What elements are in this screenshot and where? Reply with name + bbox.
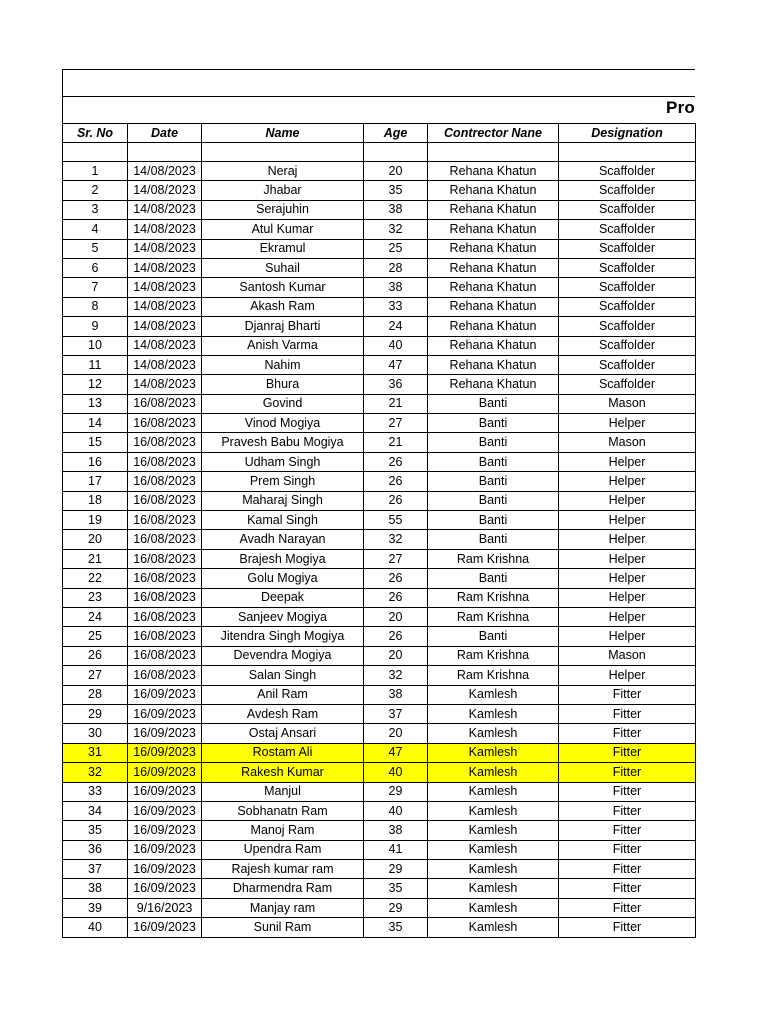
cell-contractor[interactable]: Banti [428, 394, 559, 413]
cell-date[interactable]: 14/08/2023 [128, 239, 202, 258]
cell-contractor[interactable]: Banti [428, 452, 559, 471]
cell-date[interactable]: 16/09/2023 [128, 801, 202, 820]
table-row [63, 355, 696, 374]
cell-contractor[interactable]: Kamlesh [428, 724, 559, 743]
table-row [63, 588, 696, 607]
table-row [63, 549, 696, 568]
cell-contractor[interactable]: Kamlesh [428, 821, 559, 840]
cell-date[interactable]: 16/08/2023 [128, 588, 202, 607]
table-row [63, 530, 696, 549]
cell-name[interactable]: Govind [202, 394, 364, 413]
cell-date[interactable]: 16/09/2023 [128, 763, 202, 782]
table-cell[interactable] [364, 143, 428, 162]
cell-age[interactable]: 26 [364, 588, 428, 607]
cell-contractor[interactable]: Banti [428, 491, 559, 510]
cell-designation[interactable]: Fitter [559, 840, 696, 859]
cell-date[interactable]: 16/08/2023 [128, 627, 202, 646]
cell-name[interactable]: Anish Varma [202, 336, 364, 355]
table-row [63, 239, 696, 258]
cell-date[interactable]: 16/08/2023 [128, 414, 202, 433]
cell-age[interactable]: 20 [364, 162, 428, 181]
cell-designation[interactable]: Scaffolder [559, 375, 696, 394]
cell-srno[interactable]: 30 [63, 724, 128, 743]
cell-age[interactable]: 32 [364, 530, 428, 549]
cell-age[interactable]: 21 [364, 433, 428, 452]
cell-contractor[interactable]: Rehana Khatun [428, 239, 559, 258]
cell-designation[interactable]: Helper [559, 511, 696, 530]
cell-designation[interactable]: Fitter [559, 801, 696, 820]
cell-age[interactable]: 38 [364, 200, 428, 219]
cell-contractor[interactable]: Rehana Khatun [428, 317, 559, 336]
cell-date[interactable]: 16/09/2023 [128, 704, 202, 723]
cell-srno[interactable]: 12 [63, 375, 128, 394]
cell-srno[interactable]: 13 [63, 394, 128, 413]
table-row [63, 627, 696, 646]
table-row [63, 472, 696, 491]
cell-name[interactable]: Serajuhin [202, 200, 364, 219]
cell-name[interactable]: Avadh Narayan [202, 530, 364, 549]
cell-name[interactable]: Manjul [202, 782, 364, 801]
cell-name[interactable]: Jitendra Singh Mogiya [202, 627, 364, 646]
table-row [63, 879, 696, 898]
cell-date[interactable]: 16/08/2023 [128, 433, 202, 452]
cell-contractor[interactable]: Rehana Khatun [428, 355, 559, 374]
table-row [63, 918, 696, 937]
cell-srno[interactable]: 8 [63, 297, 128, 316]
cell-name[interactable]: Jhabar [202, 181, 364, 200]
cell-age[interactable]: 20 [364, 607, 428, 626]
cell-designation[interactable]: Scaffolder [559, 297, 696, 316]
cell-contractor[interactable]: Kamlesh [428, 918, 559, 937]
table-cell[interactable] [428, 143, 559, 162]
table-row [63, 220, 696, 239]
table-row [63, 782, 696, 801]
cell-contractor[interactable]: Kamlesh [428, 704, 559, 723]
cell-srno[interactable]: 10 [63, 336, 128, 355]
cell-contractor[interactable]: Ram Krishna [428, 549, 559, 568]
cell-designation[interactable]: Scaffolder [559, 336, 696, 355]
table-cell[interactable] [63, 143, 128, 162]
table-row [63, 317, 696, 336]
table-cell[interactable] [128, 143, 202, 162]
header-srno[interactable]: Sr. No [63, 124, 128, 143]
table-row [63, 278, 696, 297]
cell-contractor[interactable]: Rehana Khatun [428, 220, 559, 239]
blank-row [63, 143, 696, 162]
cell-date[interactable]: 16/08/2023 [128, 569, 202, 588]
cell-date[interactable]: 16/08/2023 [128, 511, 202, 530]
cell-name[interactable]: Ostaj Ansari [202, 724, 364, 743]
cell-designation[interactable]: Scaffolder [559, 278, 696, 297]
cell-contractor[interactable]: Banti [428, 530, 559, 549]
cell-srno[interactable]: 7 [63, 278, 128, 297]
cell-date[interactable]: 16/08/2023 [128, 666, 202, 685]
cell-date[interactable]: 14/08/2023 [128, 200, 202, 219]
cell-age[interactable]: 20 [364, 646, 428, 665]
cell-srno[interactable]: 37 [63, 860, 128, 879]
cell-contractor[interactable]: Banti [428, 414, 559, 433]
cell-date[interactable]: 16/09/2023 [128, 743, 202, 762]
cell-name[interactable]: Prem Singh [202, 472, 364, 491]
cell-age[interactable]: 27 [364, 549, 428, 568]
table-row [63, 452, 696, 471]
cell-age[interactable]: 26 [364, 452, 428, 471]
cell-srno[interactable]: 39 [63, 898, 128, 917]
cell-age[interactable]: 28 [364, 258, 428, 277]
cell-name[interactable]: Vinod Mogiya [202, 414, 364, 433]
cell-contractor[interactable]: Rehana Khatun [428, 278, 559, 297]
cell-srno[interactable]: 21 [63, 549, 128, 568]
cell-date[interactable]: 16/08/2023 [128, 472, 202, 491]
cell-name[interactable]: Pravesh Babu Mogiya [202, 433, 364, 452]
cell-name[interactable]: Udham Singh [202, 452, 364, 471]
cell-age[interactable]: 47 [364, 743, 428, 762]
cell-contractor[interactable]: Kamlesh [428, 801, 559, 820]
cell-age[interactable]: 47 [364, 355, 428, 374]
cell-date[interactable]: 14/08/2023 [128, 297, 202, 316]
cell-srno[interactable]: 15 [63, 433, 128, 452]
workers-table [62, 123, 696, 938]
cell-date[interactable]: 16/09/2023 [128, 782, 202, 801]
cell-designation[interactable]: Scaffolder [559, 239, 696, 258]
table-row [63, 414, 696, 433]
cell-age[interactable]: 24 [364, 317, 428, 336]
cell-designation[interactable]: Scaffolder [559, 162, 696, 181]
cell-srno[interactable]: 26 [63, 646, 128, 665]
cell-name[interactable]: Rajesh kumar ram [202, 860, 364, 879]
table-row [63, 181, 696, 200]
cell-age[interactable]: 29 [364, 782, 428, 801]
cell-designation[interactable]: Fitter [559, 821, 696, 840]
cell-contractor[interactable]: Rehana Khatun [428, 375, 559, 394]
cell-date[interactable]: 16/09/2023 [128, 724, 202, 743]
cell-designation[interactable]: Helper [559, 607, 696, 626]
cell-age[interactable]: 20 [364, 724, 428, 743]
cell-age[interactable]: 36 [364, 375, 428, 394]
cell-srno[interactable]: 33 [63, 782, 128, 801]
cell-date[interactable]: 16/08/2023 [128, 530, 202, 549]
cell-designation[interactable]: Helper [559, 569, 696, 588]
cell-age[interactable]: 35 [364, 879, 428, 898]
cell-date[interactable]: 14/08/2023 [128, 317, 202, 336]
cell-name[interactable]: Sobhanatn Ram [202, 801, 364, 820]
table-row [63, 433, 696, 452]
cell-srno[interactable]: 19 [63, 511, 128, 530]
cell-name[interactable]: Upendra Ram [202, 840, 364, 859]
cell-contractor[interactable]: Kamlesh [428, 743, 559, 762]
cell-contractor[interactable]: Rehana Khatun [428, 200, 559, 219]
cell-age[interactable]: 35 [364, 181, 428, 200]
cell-contractor[interactable]: Rehana Khatun [428, 181, 559, 200]
cell-age[interactable]: 26 [364, 491, 428, 510]
header-name[interactable]: Name [202, 124, 364, 143]
cell-designation[interactable]: Fitter [559, 879, 696, 898]
cell-designation[interactable]: Helper [559, 452, 696, 471]
cell-date[interactable]: 16/08/2023 [128, 549, 202, 568]
cell-srno[interactable]: 1 [63, 162, 128, 181]
cell-age[interactable]: 32 [364, 666, 428, 685]
title-row-empty [62, 69, 695, 96]
table-row [63, 666, 696, 685]
cell-date[interactable]: 16/09/2023 [128, 860, 202, 879]
cell-srno[interactable]: 11 [63, 355, 128, 374]
cell-srno[interactable]: 24 [63, 607, 128, 626]
cell-age[interactable]: 38 [364, 821, 428, 840]
cell-name[interactable]: Nahim [202, 355, 364, 374]
sheet-title: Pro [666, 98, 695, 117]
cell-srno[interactable]: 38 [63, 879, 128, 898]
cell-srno[interactable]: 35 [63, 821, 128, 840]
cell-srno[interactable]: 28 [63, 685, 128, 704]
cell-contractor[interactable]: Rehana Khatun [428, 336, 559, 355]
cell-name[interactable]: Maharaj Singh [202, 491, 364, 510]
cell-designation[interactable]: Helper [559, 588, 696, 607]
cell-date[interactable]: 14/08/2023 [128, 375, 202, 394]
cell-age[interactable]: 26 [364, 569, 428, 588]
cell-designation[interactable]: Scaffolder [559, 317, 696, 336]
cell-name[interactable]: Golu Mogiya [202, 569, 364, 588]
cell-date[interactable]: 14/08/2023 [128, 220, 202, 239]
cell-contractor[interactable]: Ram Krishna [428, 646, 559, 665]
cell-designation[interactable]: Scaffolder [559, 181, 696, 200]
cell-date[interactable]: 14/08/2023 [128, 336, 202, 355]
cell-name[interactable]: Deepak [202, 588, 364, 607]
header-designation[interactable]: Designation [559, 124, 696, 143]
cell-date[interactable]: 16/08/2023 [128, 394, 202, 413]
cell-date[interactable]: 16/09/2023 [128, 918, 202, 937]
cell-name[interactable]: Akash Ram [202, 297, 364, 316]
cell-age[interactable]: 21 [364, 394, 428, 413]
cell-name[interactable]: Anil Ram [202, 685, 364, 704]
cell-name[interactable]: Atul Kumar [202, 220, 364, 239]
cell-name[interactable]: Manoj Ram [202, 821, 364, 840]
cell-designation[interactable]: Scaffolder [559, 258, 696, 277]
cell-age[interactable]: 40 [364, 336, 428, 355]
cell-date[interactable]: 16/09/2023 [128, 821, 202, 840]
table-row [63, 297, 696, 316]
cell-designation[interactable]: Fitter [559, 685, 696, 704]
cell-date[interactable]: 16/08/2023 [128, 607, 202, 626]
cell-name[interactable]: Salan Singh [202, 666, 364, 685]
table-row [63, 511, 696, 530]
cell-designation[interactable]: Helper [559, 666, 696, 685]
cell-date[interactable]: 14/08/2023 [128, 162, 202, 181]
cell-srno[interactable]: 32 [63, 763, 128, 782]
cell-srno[interactable]: 18 [63, 491, 128, 510]
table-row [63, 763, 696, 782]
cell-date[interactable]: 16/08/2023 [128, 491, 202, 510]
table-row [63, 821, 696, 840]
cell-contractor[interactable]: Kamlesh [428, 840, 559, 859]
cell-designation[interactable]: Helper [559, 414, 696, 433]
cell-srno[interactable]: 6 [63, 258, 128, 277]
cell-date[interactable]: 16/09/2023 [128, 879, 202, 898]
cell-srno[interactable]: 20 [63, 530, 128, 549]
cell-name[interactable]: Kamal Singh [202, 511, 364, 530]
cell-contractor[interactable]: Rehana Khatun [428, 297, 559, 316]
cell-designation[interactable]: Scaffolder [559, 200, 696, 219]
cell-designation[interactable]: Helper [559, 627, 696, 646]
table-cell[interactable] [202, 143, 364, 162]
cell-contractor[interactable]: Banti [428, 472, 559, 491]
cell-contractor[interactable]: Banti [428, 511, 559, 530]
table-row [63, 685, 696, 704]
cell-designation[interactable]: Fitter [559, 704, 696, 723]
table-row [63, 336, 696, 355]
cell-contractor[interactable]: Banti [428, 569, 559, 588]
cell-name[interactable]: Santosh Kumar [202, 278, 364, 297]
cell-designation[interactable]: Helper [559, 530, 696, 549]
cell-name[interactable]: Djanraj Bharti [202, 317, 364, 336]
table-row [63, 743, 696, 762]
cell-designation[interactable]: Fitter [559, 918, 696, 937]
cell-age[interactable]: 40 [364, 801, 428, 820]
table-row [63, 200, 696, 219]
cell-name[interactable]: Sanjeev Mogiya [202, 607, 364, 626]
cell-srno[interactable]: 29 [63, 704, 128, 723]
cell-contractor[interactable]: Banti [428, 627, 559, 646]
cell-contractor[interactable]: Banti [428, 433, 559, 452]
cell-age[interactable]: 26 [364, 627, 428, 646]
cell-designation[interactable]: Mason [559, 433, 696, 452]
cell-contractor[interactable]: Ram Krishna [428, 588, 559, 607]
cell-designation[interactable]: Helper [559, 491, 696, 510]
cell-contractor[interactable]: Kamlesh [428, 879, 559, 898]
cell-age[interactable]: 26 [364, 472, 428, 491]
cell-designation[interactable]: Fitter [559, 782, 696, 801]
cell-srno[interactable]: 14 [63, 414, 128, 433]
cell-contractor[interactable]: Kamlesh [428, 898, 559, 917]
cell-name[interactable]: Ekramul [202, 239, 364, 258]
cell-age[interactable]: 40 [364, 763, 428, 782]
table-row [63, 491, 696, 510]
cell-designation[interactable]: Scaffolder [559, 220, 696, 239]
cell-name[interactable]: Sunil Ram [202, 918, 364, 937]
table-row [63, 724, 696, 743]
cell-srno[interactable]: 25 [63, 627, 128, 646]
cell-name[interactable]: Avdesh Ram [202, 704, 364, 723]
cell-designation[interactable]: Fitter [559, 763, 696, 782]
cell-age[interactable]: 35 [364, 918, 428, 937]
cell-designation[interactable]: Fitter [559, 743, 696, 762]
cell-designation[interactable]: Scaffolder [559, 355, 696, 374]
table-row [63, 258, 696, 277]
cell-name[interactable]: Manjay ram [202, 898, 364, 917]
header-contractor[interactable]: Contrector Nane [428, 124, 559, 143]
header-row [63, 124, 696, 143]
table-row [63, 801, 696, 820]
cell-name[interactable]: Devendra Mogiya [202, 646, 364, 665]
cell-age[interactable]: 38 [364, 685, 428, 704]
cell-age[interactable]: 38 [364, 278, 428, 297]
cell-name[interactable]: Suhail [202, 258, 364, 277]
cell-age[interactable]: 33 [364, 297, 428, 316]
cell-designation[interactable]: Helper [559, 549, 696, 568]
cell-date[interactable]: 16/08/2023 [128, 452, 202, 471]
cell-designation[interactable]: Helper [559, 472, 696, 491]
cell-contractor[interactable]: Kamlesh [428, 860, 559, 879]
cell-date[interactable]: 16/09/2023 [128, 685, 202, 704]
cell-age[interactable]: 32 [364, 220, 428, 239]
cell-srno[interactable]: 9 [63, 317, 128, 336]
cell-srno[interactable]: 27 [63, 666, 128, 685]
table-row [63, 898, 696, 917]
cell-age[interactable]: 41 [364, 840, 428, 859]
cell-srno[interactable]: 4 [63, 220, 128, 239]
cell-age[interactable]: 29 [364, 898, 428, 917]
table-row [63, 704, 696, 723]
cell-date[interactable]: 14/08/2023 [128, 181, 202, 200]
cell-name[interactable]: Dharmendra Ram [202, 879, 364, 898]
table-row [63, 607, 696, 626]
cell-date[interactable]: 16/09/2023 [128, 840, 202, 859]
cell-designation[interactable]: Fitter [559, 860, 696, 879]
cell-srno[interactable]: 22 [63, 569, 128, 588]
cell-srno[interactable]: 23 [63, 588, 128, 607]
table-row [63, 569, 696, 588]
cell-name[interactable]: Neraj [202, 162, 364, 181]
cell-contractor[interactable]: Ram Krishna [428, 607, 559, 626]
table-row [63, 840, 696, 859]
cell-age[interactable]: 37 [364, 704, 428, 723]
cell-designation[interactable]: Fitter [559, 724, 696, 743]
header-age[interactable]: Age [364, 124, 428, 143]
cell-srno[interactable]: 36 [63, 840, 128, 859]
cell-contractor[interactable]: Kamlesh [428, 763, 559, 782]
cell-age[interactable]: 25 [364, 239, 428, 258]
cell-name[interactable]: Rakesh Kumar [202, 763, 364, 782]
cell-date[interactable]: 16/08/2023 [128, 646, 202, 665]
table-row [63, 375, 696, 394]
cell-srno[interactable]: 40 [63, 918, 128, 937]
cell-date[interactable]: 14/08/2023 [128, 278, 202, 297]
cell-age[interactable]: 29 [364, 860, 428, 879]
table-cell[interactable] [559, 143, 696, 162]
title-row [62, 96, 695, 123]
cell-srno[interactable]: 3 [63, 200, 128, 219]
cell-age[interactable]: 27 [364, 414, 428, 433]
cell-srno[interactable]: 5 [63, 239, 128, 258]
cell-contractor[interactable]: Ram Krishna [428, 666, 559, 685]
header-date[interactable]: Date [128, 124, 202, 143]
cell-srno[interactable]: 34 [63, 801, 128, 820]
cell-designation[interactable]: Fitter [559, 898, 696, 917]
cell-srno[interactable]: 16 [63, 452, 128, 471]
cell-name[interactable]: Rostam Ali [202, 743, 364, 762]
cell-age[interactable]: 55 [364, 511, 428, 530]
cell-designation[interactable]: Mason [559, 394, 696, 413]
cell-name[interactable]: Bhura [202, 375, 364, 394]
cell-srno[interactable]: 2 [63, 181, 128, 200]
cell-date[interactable]: 14/08/2023 [128, 258, 202, 277]
cell-contractor[interactable]: Kamlesh [428, 685, 559, 704]
spreadsheet [62, 69, 695, 938]
cell-contractor[interactable]: Rehana Khatun [428, 162, 559, 181]
table-row [63, 860, 696, 879]
cell-date[interactable]: 14/08/2023 [128, 355, 202, 374]
cell-date[interactable]: 9/16/2023 [128, 898, 202, 917]
cell-contractor[interactable]: Kamlesh [428, 782, 559, 801]
table-row [63, 646, 696, 665]
cell-contractor[interactable]: Rehana Khatun [428, 258, 559, 277]
cell-srno[interactable]: 31 [63, 743, 128, 762]
cell-name[interactable]: Brajesh Mogiya [202, 549, 364, 568]
cell-srno[interactable]: 17 [63, 472, 128, 491]
cell-designation[interactable]: Mason [559, 646, 696, 665]
table-row [63, 394, 696, 413]
table-row [63, 162, 696, 181]
